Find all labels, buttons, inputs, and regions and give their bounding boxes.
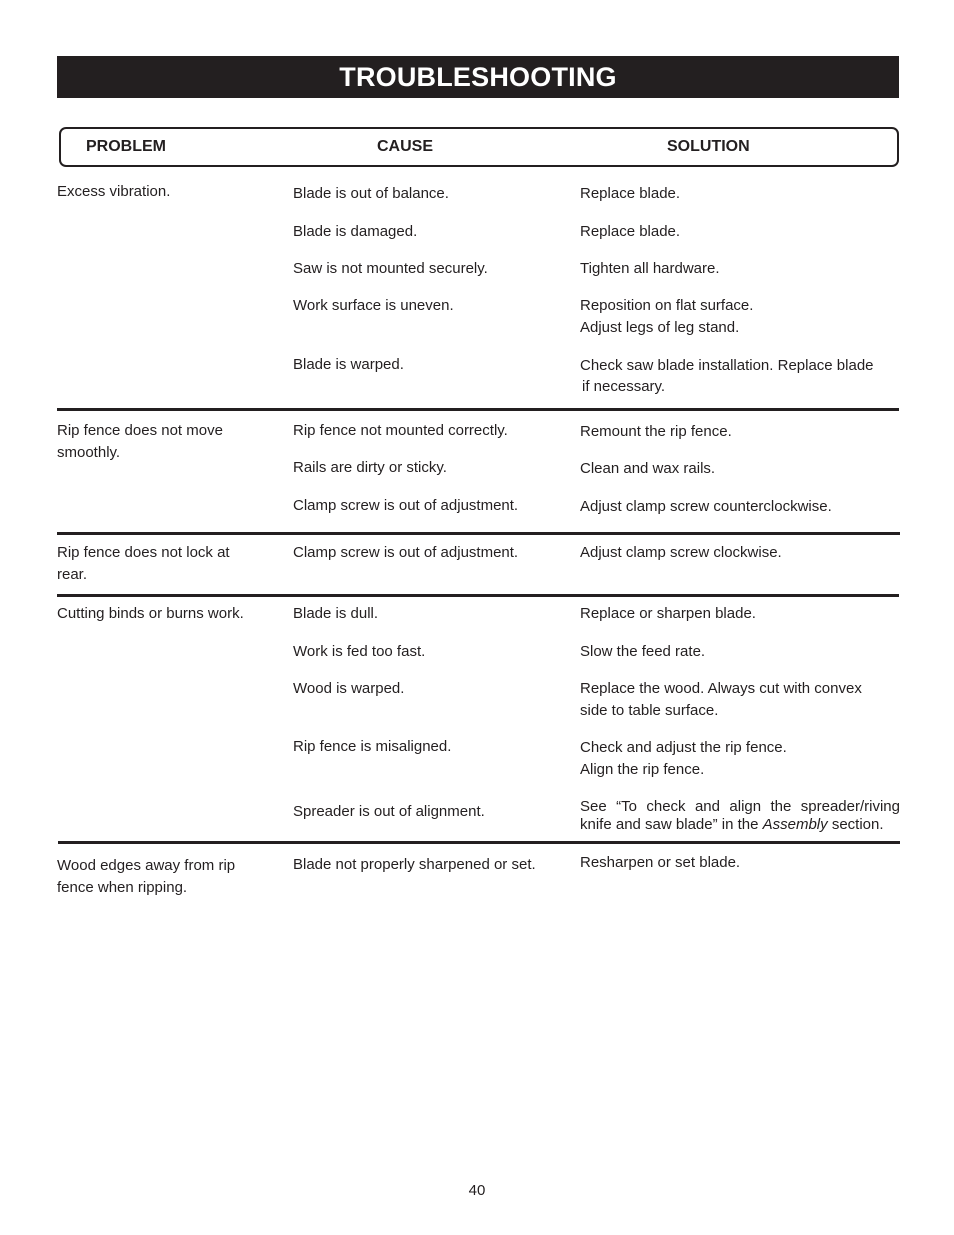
cause-text: Rails are dirty or sticky. (293, 459, 447, 476)
problem-text: rear. (57, 566, 88, 583)
solution-text: Reposition on flat surface. (580, 297, 754, 314)
solution-text: if necessary. (582, 378, 666, 395)
cause-text: Blade is damaged. (293, 223, 418, 240)
solution-text: section. (831, 816, 884, 833)
header-solution: SOLUTION (667, 138, 750, 155)
cause-text: Saw is not mounted securely. (293, 260, 488, 277)
solution-text: Adjust clamp screw counterclockwise. (580, 498, 832, 515)
problem-text: Rip fence does not lock at (57, 544, 230, 561)
cause-text: Clamp screw is out of adjustment. (293, 497, 519, 514)
group-divider (57, 532, 900, 535)
cause-text: Blade not properly sharpened or set. (293, 856, 536, 873)
cause-text: Spreader is out of alignment. (293, 803, 485, 820)
solution-text: Check and adjust the rip fence. (580, 739, 787, 756)
solution-text: Tighten all hardware. (580, 260, 720, 277)
problem-text: Excess vibration. (57, 183, 171, 200)
solution-text: side to table surface. (580, 702, 719, 719)
header-problem: PROBLEM (86, 138, 166, 155)
solution-text: Align the rip fence. (580, 761, 705, 778)
solution-text: Adjust clamp screw clockwise. (580, 544, 782, 561)
solution-text: Replace or sharpen blade. (580, 605, 756, 622)
cause-text: Blade is warped. (293, 356, 404, 373)
problem-text: fence when ripping. (57, 879, 188, 896)
solution-text: knife and saw blade” in the (580, 816, 759, 833)
page-number: 40 (468, 1182, 486, 1199)
cause-text: Work surface is uneven. (293, 297, 454, 314)
header-cause: CAUSE (377, 138, 434, 155)
cause-text: Wood is warped. (293, 680, 405, 697)
problem-text: smoothly. (57, 444, 121, 461)
cause-text: Rip fence not mounted correctly. (293, 422, 508, 439)
solution-text: Replace the wood. Always cut with convex (580, 680, 862, 697)
cause-text: Blade is out of balance. (293, 185, 449, 202)
page-title: TROUBLESHOOTING (57, 56, 899, 98)
problem-text: Cutting binds or burns work. (57, 605, 244, 622)
solution-text: See “To check and align the spreader/riving (580, 798, 900, 815)
cause-text: Work is fed too fast. (293, 643, 426, 660)
cause-text: Blade is dull. (293, 605, 379, 622)
group-divider (58, 841, 900, 844)
problem-text: Wood edges away from rip (57, 857, 236, 874)
solution-text: Remount the rip fence. (580, 423, 732, 440)
cause-text: Clamp screw is out of adjustment. (293, 544, 519, 561)
solution-text: Resharpen or set blade. (580, 854, 741, 871)
cause-text: Rip fence is misaligned. (293, 738, 452, 755)
table-header (59, 127, 899, 167)
solution-text: Check saw blade installation. Replace blade (580, 357, 874, 374)
solution-text: Replace blade. (580, 223, 681, 240)
solution-text: Clean and wax rails. (580, 460, 716, 477)
solution-text: Slow the feed rate. (580, 643, 706, 660)
solution-text-line (580, 814, 884, 836)
group-divider (57, 594, 899, 597)
problem-text: Rip fence does not move (57, 422, 223, 439)
group-divider (57, 408, 899, 411)
solution-text: Adjust legs of leg stand. (580, 319, 740, 336)
assembly-emphasis: Assembly (762, 816, 828, 833)
solution-text: Replace blade. (580, 185, 681, 202)
